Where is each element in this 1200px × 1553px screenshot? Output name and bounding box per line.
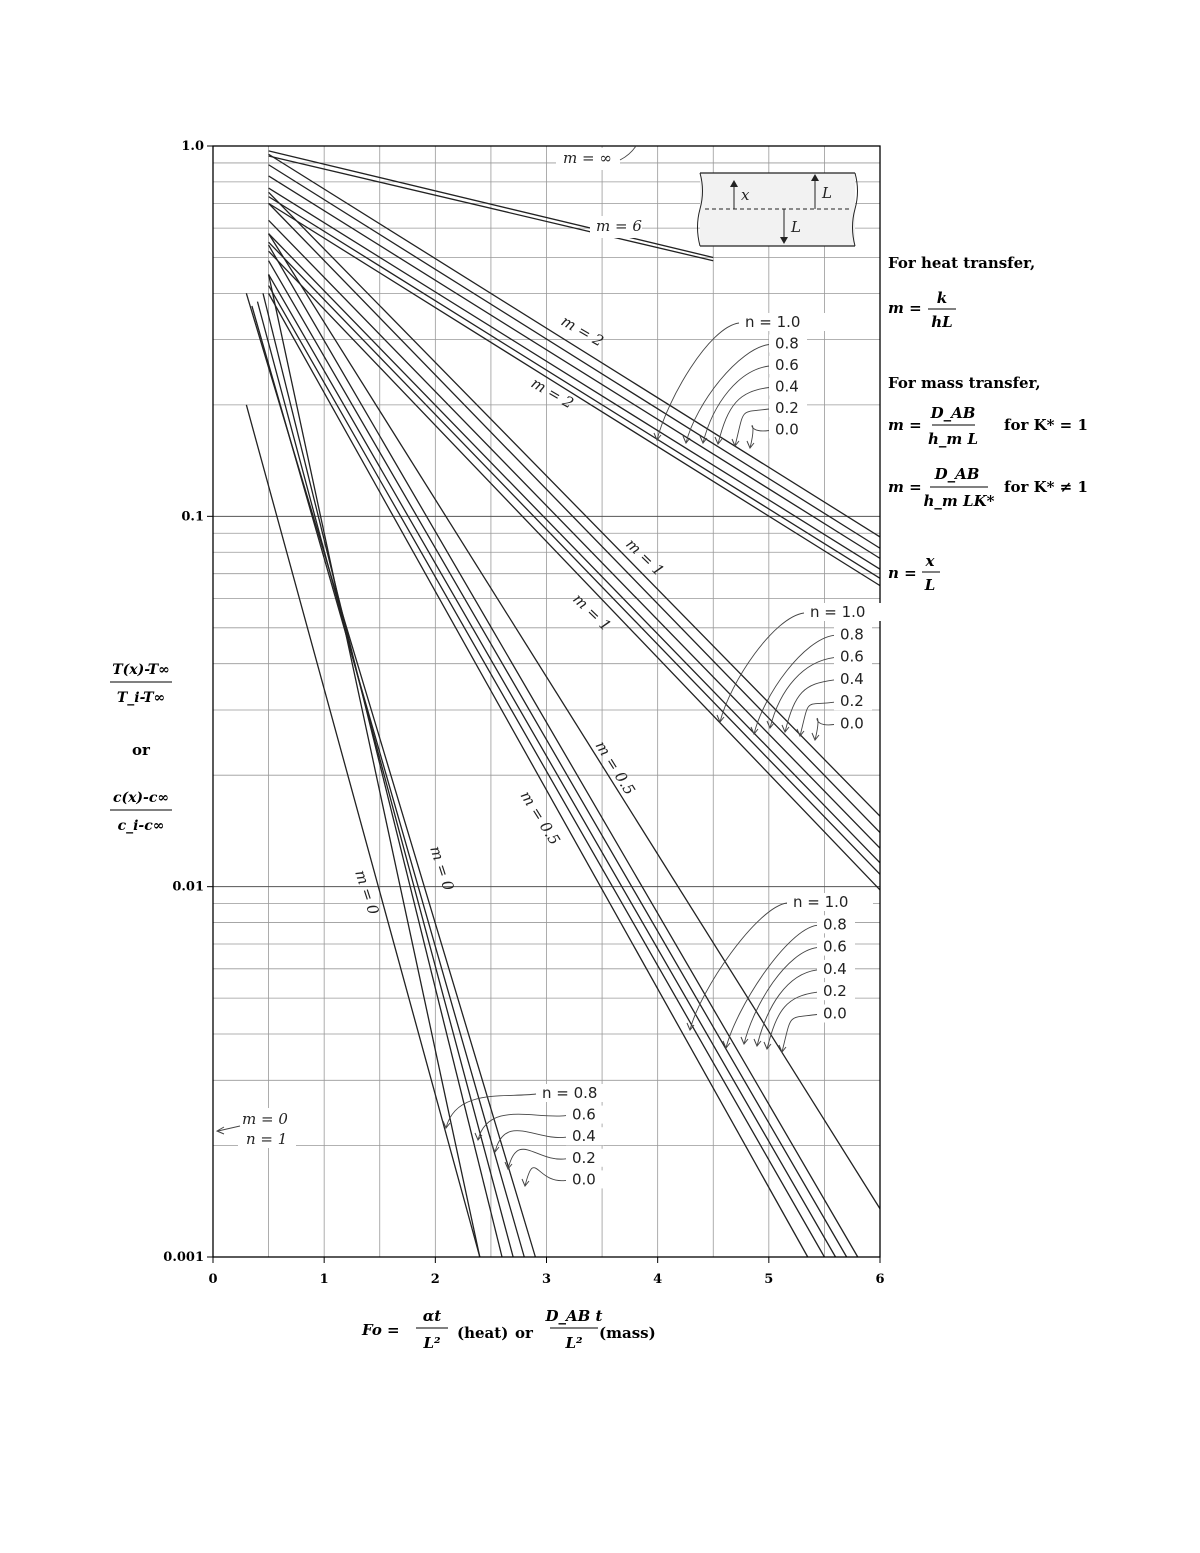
slab-inset [698, 173, 858, 246]
n-label: n = 1.0 [745, 313, 801, 331]
label-m0-n1-m: m = 0 [242, 1110, 288, 1128]
n-label: 0.0 [823, 1004, 847, 1023]
n-label: 0.4 [840, 669, 864, 688]
x-tick-label: 1 [319, 1272, 329, 1287]
ylabel-or: or [132, 741, 150, 759]
ylabel-line1: T(x)-T∞ [112, 662, 170, 678]
mass-m2: m = [888, 478, 922, 496]
n-label: 0.2 [775, 399, 799, 417]
xlabel-fo: Fo = [362, 1321, 400, 1339]
n-callout-arrow-icon [525, 1168, 566, 1186]
curve-m-1-n-1-0 [269, 192, 880, 816]
y-tick-label: 0.01 [172, 879, 204, 895]
n-group-3 [687, 893, 873, 1052]
xlabel-mass: (mass) [599, 1324, 656, 1342]
xlabel-or: or [515, 1324, 533, 1342]
n-label: 0.4 [572, 1127, 596, 1146]
label-m-6: m = 6 [596, 217, 642, 235]
x-tick-label: 4 [653, 1272, 663, 1287]
label-m-0-left: m = 0 [351, 867, 383, 917]
x-tick-label: 3 [541, 1272, 552, 1287]
label-m-2-lower: m = 2 [528, 373, 577, 413]
n-label: n = 1.0 [810, 603, 866, 621]
mass-cond1: for K* = 1 [1004, 416, 1088, 434]
inset-x-label: x [741, 186, 750, 204]
n-callout-arrow-icon [754, 635, 834, 734]
n-label: 0.6 [840, 647, 864, 666]
n-label: 0.0 [840, 714, 864, 733]
n-label: 0.0 [775, 420, 799, 439]
inset-l-bottom-label: L [791, 218, 801, 236]
label-m0-n1-n: n = 1 [246, 1130, 288, 1148]
heat-m: m = [888, 299, 922, 317]
n-label: 0.8 [823, 915, 847, 934]
n-callout-arrow-icon [495, 1131, 566, 1152]
m-infinity-arrow-icon [620, 146, 636, 160]
ylabel-line2: T_i-T∞ [116, 690, 166, 706]
mass-den2: h_m LK* [923, 492, 995, 510]
n-group-2 [717, 603, 890, 740]
heat-title: For heat transfer, [888, 254, 1036, 272]
n-label: 0.6 [823, 937, 847, 956]
y-tick-label: 0.001 [163, 1250, 204, 1265]
mass-num1: D_AB [930, 404, 976, 422]
n-callout-arrow-icon [744, 948, 817, 1044]
n-callout-arrow-icon [782, 1015, 817, 1053]
mass-m1: m = [888, 416, 922, 434]
n-label: 0.8 [775, 334, 799, 353]
inset-l-top-label: L [822, 184, 832, 202]
x-tick-label: 6 [875, 1272, 885, 1287]
n-group-4 [443, 1084, 622, 1188]
n-label: n = 0.8 [542, 1084, 598, 1102]
heat-den: hL [931, 313, 953, 331]
n-eq: n = [888, 564, 917, 582]
n-label: 0.2 [572, 1148, 596, 1167]
ylabel-line4: c_i-c∞ [117, 818, 165, 834]
label-m-2-upper: m = 2 [558, 311, 607, 351]
mass-den1: h_m L [927, 430, 979, 448]
n-callout-arrow-icon [757, 970, 817, 1046]
mass-title: For mass transfer, [888, 374, 1041, 392]
n-label: n = 1.0 [793, 893, 849, 911]
n-label: 0.2 [840, 692, 864, 711]
x-tick-label: 5 [764, 1272, 774, 1287]
xlabel-heat-den: L² [423, 1334, 441, 1352]
label-m-1-upper: m = 1 [622, 534, 668, 580]
right-panel [888, 254, 1088, 594]
label-m-05-upper: m = 0.5 [591, 737, 639, 799]
n-label: 0.4 [823, 959, 847, 978]
n-label: 0.8 [840, 625, 864, 644]
xlabel-mass-num: D_AB t [545, 1307, 603, 1325]
mass-cond2: for K* ≠ 1 [1004, 478, 1088, 496]
x-tick-label: 0 [208, 1272, 218, 1287]
n-label: 0.6 [775, 356, 799, 374]
curve-m-1-n-0-8 [269, 203, 880, 832]
ylabel-line3: c(x)-c∞ [112, 790, 170, 806]
xlabel-heat-num: αt [422, 1307, 442, 1325]
label-m-05-lower: m = 0.5 [516, 787, 564, 849]
label-m-infinity: m = ∞ [563, 149, 612, 167]
y-tick-label: 1.0 [181, 139, 204, 154]
n-group-1 [654, 313, 825, 448]
n-label: 0.2 [823, 982, 847, 1001]
label-m-0-right: m = 0 [426, 843, 458, 893]
n-label: 0.4 [775, 377, 799, 396]
curve-m-0-5-n-0-4 [269, 274, 836, 1257]
n-num: x [925, 552, 935, 570]
n-den: L [924, 576, 936, 594]
n-label: 0.0 [572, 1170, 596, 1189]
label-m-1-lower: m = 1 [569, 589, 615, 635]
mass-num2: D_AB [934, 465, 980, 483]
n-callout-arrow-icon [720, 613, 804, 722]
n-callout-arrow-icon [686, 345, 769, 444]
heat-num: k [936, 289, 948, 307]
x-tick-label: 2 [430, 1272, 440, 1287]
xlabel-mass-den: L² [565, 1334, 583, 1352]
n-callout-arrow-icon [508, 1149, 566, 1169]
n-label: 0.6 [572, 1105, 596, 1124]
xlabel-heat: (heat) [457, 1324, 509, 1342]
curve-m-0-n-0-8 [269, 274, 480, 1257]
y-tick-label: 0.1 [181, 509, 204, 525]
